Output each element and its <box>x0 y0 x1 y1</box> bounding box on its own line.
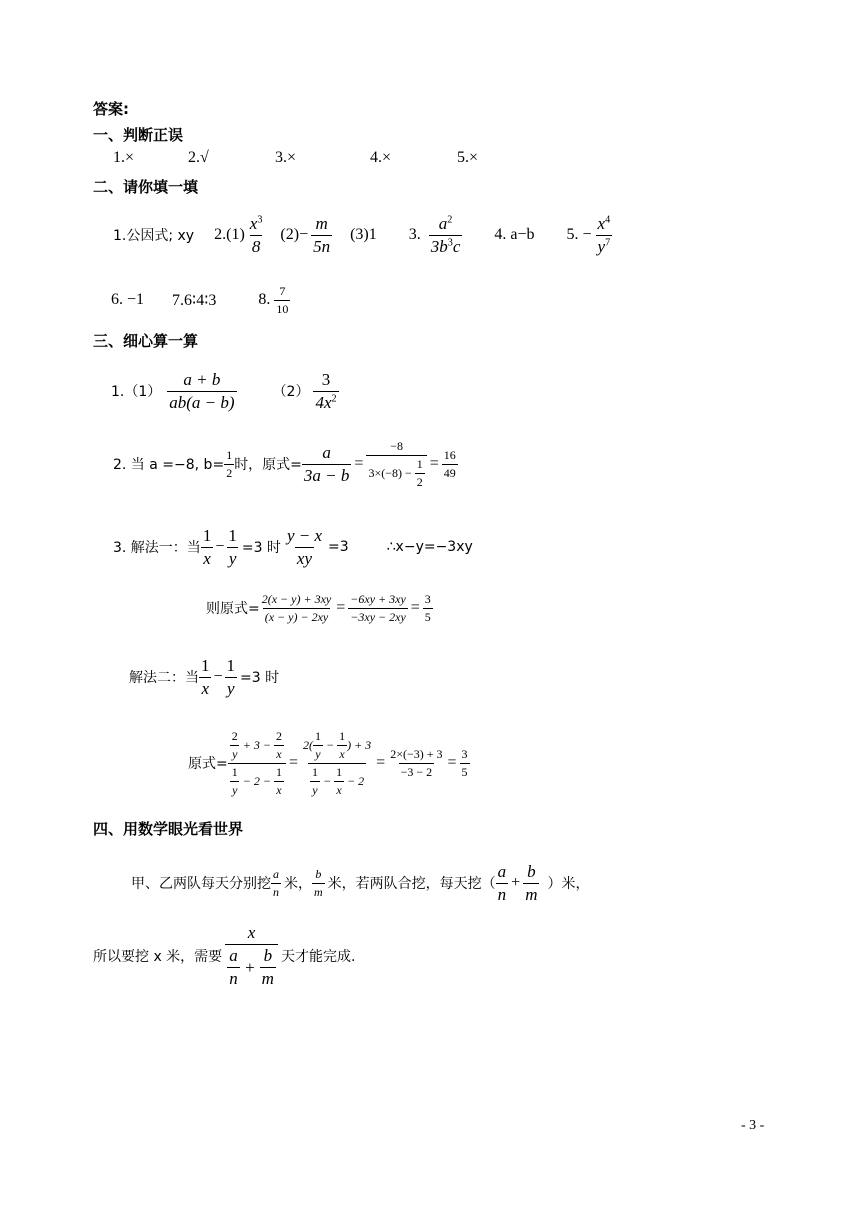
s1-answer-2: 2.√ <box>188 149 209 166</box>
s2-answer-2-prefix: 2.(1) <box>214 226 245 243</box>
s3-q3-alt-fraction-1-over-x: $\frac{1}{x}$ <box>201 655 210 698</box>
s4-p1-a: 甲、乙两队每天分别挖 <box>131 876 271 892</box>
s2-answer-6: 6. −1 <box>111 291 145 308</box>
s3-q3-complex-fraction-2: 2( $\frac{1}{y}$ − $\frac{1}{x}$ ) + 3 $\frac{1}{y}$ − $\frac{1}{x}$ − 2 <box>302 728 372 797</box>
s4-p1-d: ）米， <box>547 876 590 892</box>
s2-line-1 <box>113 208 612 262</box>
s1-answer-5: 5.× <box>457 149 479 166</box>
s2-fraction-x3-over-8: $\frac{x^3}{8}$ <box>249 213 263 256</box>
s2-line-2 <box>111 283 290 317</box>
s3-q3-fraction-1-over-x: $\frac{1}{x}$ <box>202 525 212 568</box>
s3-q3-eq3: =3 时 <box>241 540 281 556</box>
s4-fraction-b-over-m-2: $\frac{b}{m}$ <box>525 861 538 904</box>
s2-answer-1: 1.公因式; xy <box>113 228 195 244</box>
s2-answer-5-prefix: 5. − <box>566 226 592 243</box>
s3-q1-fraction-3-over-4x2: $\frac{3}{4x^2}$ <box>315 369 337 412</box>
s3-q2-substituted-fraction: −8 3×(−8) − $\frac{1}{2}$ <box>366 439 426 490</box>
s3-question-3-method-2: 解法二：当 $\frac{1}{x}$ − $\frac{1}{y}$ =3 时 <box>129 655 280 698</box>
s1-answer-1: 1.× <box>113 149 135 166</box>
section-4-heading: 四、用数学眼光看世界 <box>93 820 244 838</box>
s3-q3-numeric-fraction: $\frac{2\times(-3) + 3}{-3 - 2}$ <box>390 746 443 779</box>
s3-q1-fraction: $\frac{a + b}{ab(a - b)}$ <box>169 369 235 412</box>
s1-answer-4: 4.× <box>370 149 392 166</box>
s4-fraction-a-over-n-2: $\frac{a}{n}$ <box>497 861 507 904</box>
s2-answer-2-part3: (3)1 <box>350 226 377 243</box>
s2-answer-2-part2: (2)− <box>280 226 309 243</box>
s3-q3-fraction-original: $\frac{2(x - y) + 3xy}{(x - y) - 2xy}$ <box>261 591 332 624</box>
s4-fraction-a-over-n: $\frac{a}{n}$ <box>273 866 279 899</box>
section-2-heading: 二、请你填一填 <box>93 178 199 196</box>
s1-answer-3: 3.× <box>275 149 297 166</box>
s3-q3-complex-fraction-1: $\frac{2}{y}$ + 3 − $\frac{2}{x}$ $\frac{1}{y}$ − 2 − $\frac{1}{x}$ <box>228 729 286 798</box>
s2-answer-3-prefix: 3. <box>408 226 421 243</box>
s3-q3-fraction-y-x-over-xy: $\frac{y - x}{xy}$ <box>286 525 322 568</box>
s3-q3-alt-result: $\frac{3}{5}$ <box>461 746 468 779</box>
s3-question-2: 2. 当 a =−8, b= $\frac{1}{2}$ 时，原式= $\frac{a}{3a - b}$ = −8 3×(−8) − $\frac{1}{2}$ = $\frac{16}{49}$ <box>113 438 456 489</box>
answers-title: 答案: <box>93 100 129 118</box>
s4-p1-b: 米， <box>284 876 312 892</box>
s3-q3-alt-eq: =3 时 <box>240 670 280 686</box>
s4-paragraph-1: 甲、乙两队每天分别挖 $\frac{a}{n}$ 米， $\frac{b}{m}$ 米，若两队合挖，每天挖（ $\frac{a}{n}$ + $\frac{b}{m}$ ）米， <box>131 861 590 904</box>
s4-fraction-x-over-sum: x $\frac{a}{n}$ + $\frac{b}{m}$ <box>225 923 278 989</box>
s3-q2-fraction-a-over-3a-b: $\frac{a}{3a - b}$ <box>303 442 350 485</box>
s3-q1-prefix: 1.（1） <box>111 384 162 400</box>
s3-q3-then-line: 则原式= $\frac{2(x - y) + 3xy}{(x - y) - 2xy}$ = $\frac{-6xy + 3xy}{-3xy - 2xy}$ = $\frac{3}{5}$ <box>206 591 431 624</box>
s4-p1-c: 米，若两队合挖，每天挖（ <box>327 876 496 892</box>
s4-fraction-b-over-m: $\frac{b}{m}$ <box>314 866 323 899</box>
s3-q3-then: 则原式= <box>206 601 260 617</box>
s2-answer-8-prefix: 8. <box>258 291 271 308</box>
section-3-heading: 三、细心算一算 <box>93 332 199 350</box>
s3-q3-alt-fraction-1-over-y: $\frac{1}{y}$ <box>226 655 236 698</box>
s2-fraction-a2-over-3b3c: $\frac{a^2}{3b^3c}$ <box>430 213 461 256</box>
s4-p2-b: 天才能完成. <box>280 949 356 965</box>
s3-q3-orig: 原式= <box>188 756 228 772</box>
s3-q2-prefix: 2. 当 a =−8, b= <box>113 457 225 473</box>
s3-q3-alt-computation: 原式= $\frac{2}{y}$ + 3 − $\frac{2}{x}$ $\frac{1}{y}$ − 2 − $\frac{1}{x}$ = 2( $\frac{1}{y}$ − $\frac{1}{x}$ ) + 3 $\frac{1}{y}$ − $\frac{1}{x}$ − 2 = $\frac{2\times(-3) + 3}{-3 - 2}$ = $\frac{3}{5}$ <box>188 728 468 797</box>
s3-q3-fraction-substituted: $\frac{-6xy + 3xy}{-3xy - 2xy}$ <box>350 591 406 624</box>
s3-q3-alt: 解法二：当 <box>129 670 199 686</box>
s2-fraction-x4-over-y7: $\frac{x^4}{y^7}$ <box>597 213 611 256</box>
s2-answer-4: 4. a−b <box>494 226 535 243</box>
s3-q3-prefix: 3. 解法一：当 <box>113 540 201 556</box>
s3-q3-therefore: ∴x−y=−3xy <box>386 539 473 555</box>
s3-question-3-method-1: 3. 解法一：当 $\frac{1}{x}$ − $\frac{1}{y}$ =3 时 $\frac{y - x}{xy}$ =3 ∴x−y=−3xy <box>113 525 473 568</box>
s4-p2-a: 所以要挖 x 米，需要 <box>93 949 223 965</box>
s3-question-1 <box>111 364 339 418</box>
s3-q3-result: $\frac{3}{5}$ <box>424 591 431 624</box>
s2-fraction-m-over-5n: $\frac{m}{5n}$ <box>313 213 331 256</box>
s3-q2-result: $\frac{16}{49}$ <box>443 447 456 480</box>
s3-q3-fraction-1-over-y: $\frac{1}{y}$ <box>228 525 237 568</box>
page-number: - 3 - <box>741 1118 765 1133</box>
s3-q1-part2: （2） <box>272 384 310 400</box>
s3-q2-when: 时，原式= <box>234 457 302 473</box>
s3-q2-b-fraction: $\frac{1}{2}$ <box>226 447 233 480</box>
s2-fraction-7-over-10: $\frac{7}{10}$ <box>276 283 289 316</box>
s4-paragraph-2 <box>93 920 355 992</box>
section-1-heading: 一、判断正误 <box>93 126 184 144</box>
s2-answer-7: 7.6∶4∶3 <box>172 292 217 309</box>
s3-q3-eq3b: =3 <box>328 539 349 555</box>
